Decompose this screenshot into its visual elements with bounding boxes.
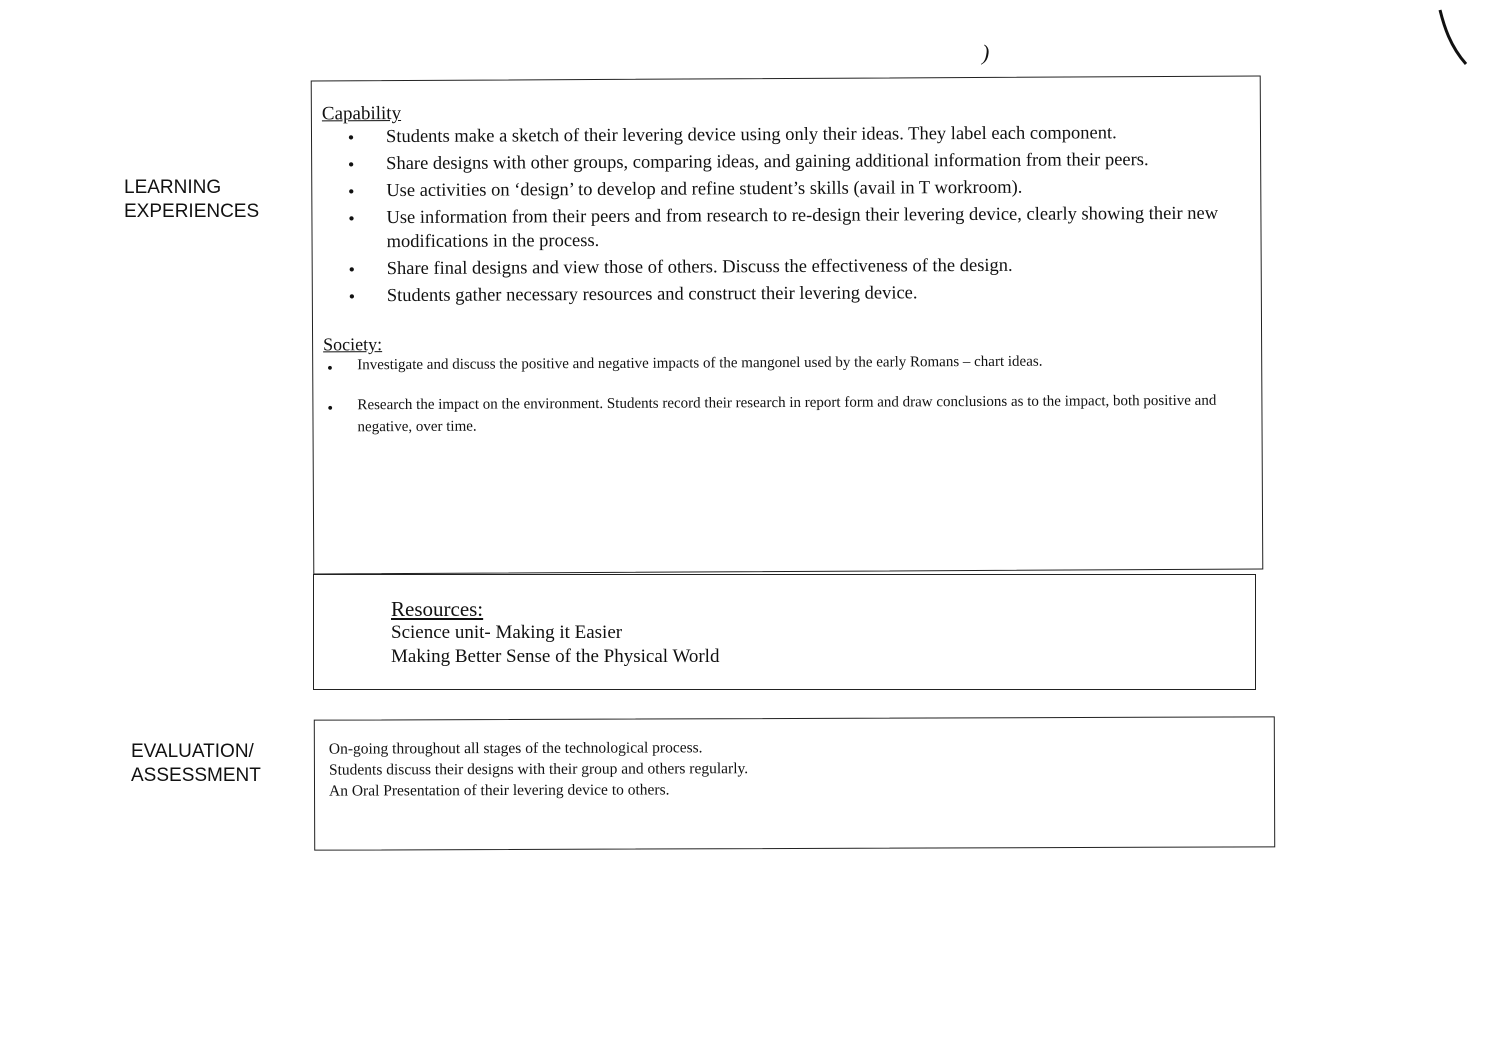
learning-experiences-box [311,76,1264,575]
society-list [323,350,1251,439]
list-item: ● Students gather necessary resources and construct their levering device. [323,280,1251,309]
list-item: ● Share designs with other groups, comparing ideas, and gaining additional information from their peers. [322,148,1250,177]
corner-pen-mark [1436,6,1472,68]
evaluation-line: On-going throughout all stages of the technological process. [328,739,703,758]
learning-experiences-label [124,176,259,224]
list-item: ● Use information from their peers and from research to re-design their levering device, clearly showing their new modifications in the process. [322,202,1250,255]
capability-heading: Capability [321,103,402,125]
evaluation-line: Students discuss their designs with their group and others regularly. [328,760,749,779]
evaluation-assessment-label [131,740,261,788]
resource-item: Science unit- Making it Easier [391,622,623,643]
society-heading: Society: [323,334,383,355]
list-item: ● Use activities on ‘design’ to develop and refine student’s skills (avail in T workroom). [322,175,1250,204]
list-item: ● Students make a sketch of their levering device using only their ideas. They label each component. [322,121,1250,150]
resources-heading: Resources: [391,597,484,621]
list-item: ● Share final designs and view those of others. Discuss the effectiveness of the design. [323,253,1251,282]
list-item: ● Investigate and discuss the positive and negative impacts of the mangonel used by the early Romans – chart ideas. [323,350,1251,377]
label-line: EVALUATION/ [131,741,254,762]
evaluation-line: An Oral Presentation of their levering device to others. [328,781,670,800]
list-item: ● Research the impact on the environment. Students record their research in report form and draw conclusions as to the impact, both positive and negative, over time. [323,390,1251,439]
resource-item: Making Better Sense of the Physical World [391,646,720,667]
evaluation-box [314,716,1275,850]
resources-box [313,574,1256,690]
label-line: EXPERIENCES [124,201,260,222]
capability-list [322,121,1251,309]
label-line: LEARNING [124,177,222,198]
label-line: ASSESSMENT [131,765,261,786]
stray-mark: ) [982,40,990,65]
